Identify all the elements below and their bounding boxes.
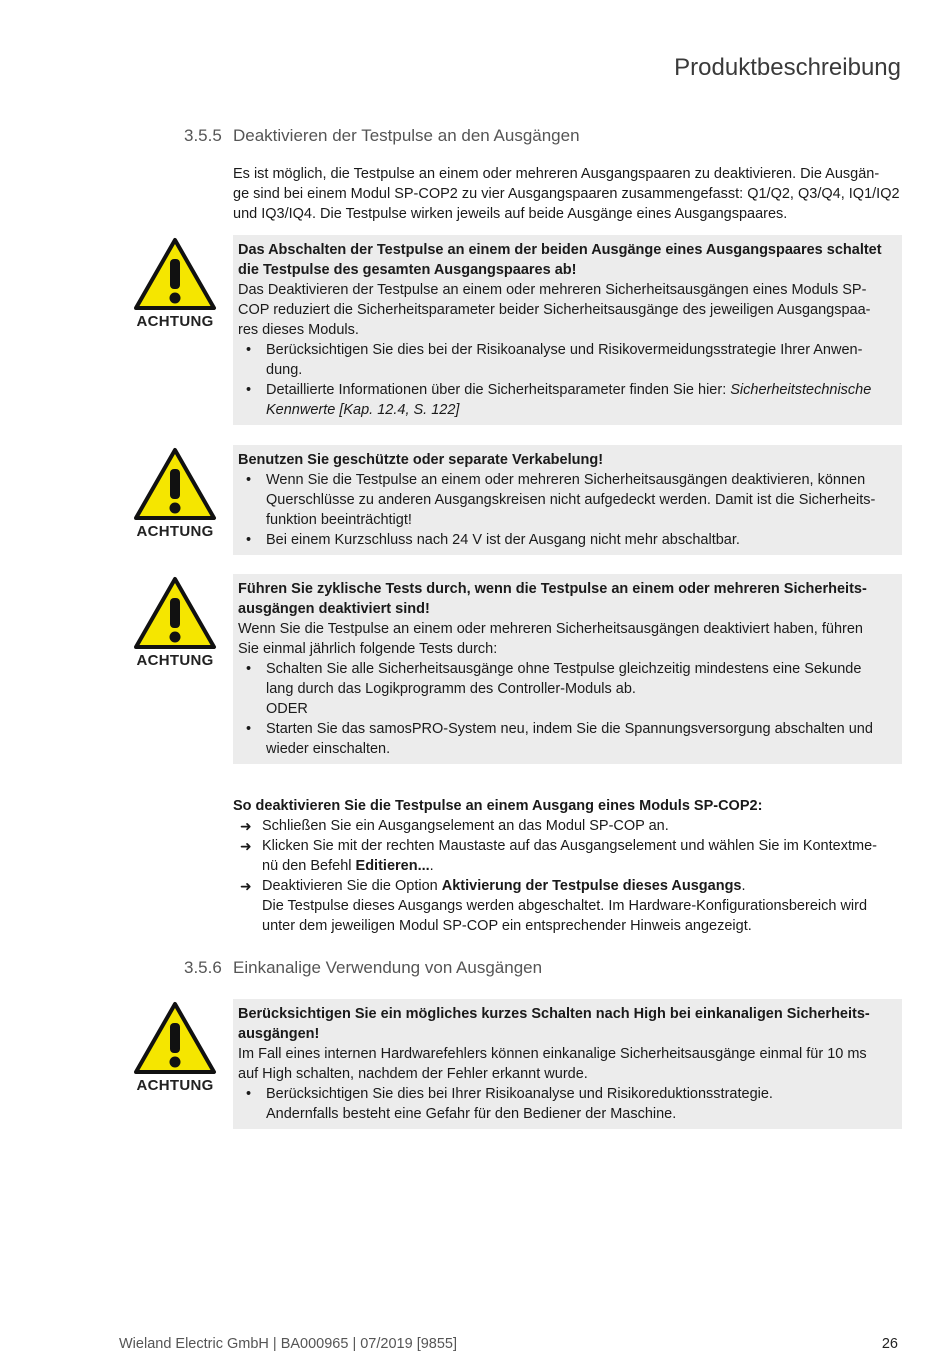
text-line: Führen Sie zyklische Tests durch, wenn die Testpulse an einem oder mehreren Sicherheits- <box>238 581 867 597</box>
procedure-block <box>233 796 903 936</box>
list-item <box>238 719 897 759</box>
cross-reference-link[interactable]: Sicherheitstechnische <box>730 382 872 398</box>
warning-icon-block <box>130 576 220 669</box>
text-line: ausgängen deaktiviert sind! <box>238 601 430 617</box>
section-number: 3.5.5 <box>184 126 222 145</box>
text-line: und IQ3/IQ4. Die Testpulse wirken jeweils auf beide Ausgänge eines Ausgangspaares. <box>233 206 788 222</box>
text-line: Schließen Sie ein Ausgangselement an das Modul SP-COP an. <box>262 818 669 834</box>
text-line: lang durch das Logikprogramm des Controller-Moduls ab. <box>266 681 636 697</box>
text-line: Das Abschalten der Testpulse an einem der beiden Ausgänge eines Ausgangspaares schaltet <box>238 242 882 258</box>
step-item <box>233 836 903 876</box>
cross-reference-link[interactable]: Kennwerte [Kap. 12.4, S. 122] <box>266 402 460 418</box>
list-item <box>238 340 897 380</box>
notice-box <box>233 574 902 764</box>
section-title: Einkanalige Verwendung von Ausgängen <box>233 958 543 977</box>
bullet-list <box>238 1084 897 1124</box>
text-line: Berücksichtigen Sie ein mögliches kurzes Schalten nach High bei einkanaligen Sicherheits- <box>238 1006 870 1022</box>
text-line: Klicken Sie mit der rechten Maustaste auf das Ausgangselement und wählen Sie im Kontextme- <box>262 838 877 854</box>
text-line: • Wenn Sie die Testpulse an einem oder mehreren Sicherheitsausgängen deaktivieren, können <box>266 472 866 488</box>
intro-paragraph <box>233 164 903 224</box>
list-item <box>238 470 897 530</box>
text-line: wieder einschalten. <box>266 741 391 757</box>
text-line: • Berücksichtigen Sie dies bei Ihrer Risikoanalyse und Risikoreduktionsstrategie. <box>266 1086 773 1102</box>
section-title: Deaktivieren der Testpulse an den Ausgängen <box>233 126 580 145</box>
text-line: • Starten Sie das samosPRO-System neu, indem Sie die Spannungsversorgung abschalten und <box>266 721 873 737</box>
text-line: ge sind bei einem Modul SP-COP2 zu vier Ausgangspaaren zusammengefasst: Q1/Q2, Q3/Q4, IQ1/IQ2 <box>233 186 900 202</box>
text-line: • Schalten Sie alle Sicherheitsausgänge ohne Testpulse gleichzeitig mindestens eine Sekunde <box>266 661 862 677</box>
menu-command-label: Editieren... <box>355 858 430 874</box>
page-number: 26 <box>881 1336 898 1352</box>
text-line: Querschlüsse zu anderen Ausgangskreisen nicht aufgedeckt werden. Damit ist die Sicherheits- <box>266 492 876 508</box>
warning-triangle-icon <box>133 447 217 521</box>
text-line: . <box>741 878 746 894</box>
notice-label: ACHTUNG <box>136 1077 214 1094</box>
warning-triangle-icon <box>133 237 217 311</box>
bullet-list <box>238 659 897 759</box>
text-line: Andernfalls besteht eine Gefahr für den Bediener der Maschine. <box>266 1106 677 1122</box>
text-line: ODER <box>266 701 308 717</box>
step-list <box>233 816 903 936</box>
text-line: Es ist möglich, die Testpulse an einem oder mehreren Ausgangspaaren zu deaktivieren. Die Ausgän- <box>233 166 880 182</box>
section-number: 3.5.6 <box>184 958 222 977</box>
notice-box <box>233 445 902 555</box>
notice-box <box>233 999 902 1129</box>
text-line: . <box>429 858 434 874</box>
bullet-list <box>238 470 897 550</box>
notice-label: ACHTUNG <box>136 652 214 669</box>
section-heading-3-5-5 <box>184 126 580 146</box>
warning-triangle-icon <box>133 1001 217 1075</box>
notice-heading: Benutzen Sie geschützte oder separate Verkabelung! <box>238 452 604 468</box>
list-item <box>238 1084 897 1124</box>
notice-label: ACHTUNG <box>136 313 214 330</box>
text-line: Die Testpulse dieses Ausgangs werden abgeschaltet. Im Hardware-Konfigurationsbereich wird <box>262 898 868 914</box>
text-line: COP reduziert die Sicherheitsparameter beider Sicherheitsausgänge des jeweiligen Ausgangspaa- <box>238 302 871 318</box>
warning-icon-block <box>130 1001 220 1094</box>
warning-icon-block <box>130 237 220 330</box>
notice-text <box>238 1044 897 1084</box>
text-line: Detaillierte Informationen über die Sicherheitsparameter finden Sie hier: <box>266 382 731 398</box>
list-item <box>238 659 897 719</box>
warning-icon-block <box>130 447 220 540</box>
notice-label: ACHTUNG <box>136 523 214 540</box>
text-line: Sie einmal jährlich folgende Tests durch: <box>238 641 498 657</box>
list-item <box>238 530 897 550</box>
text-line: ausgängen! <box>238 1026 320 1042</box>
notice-heading <box>238 1004 897 1044</box>
text-line: unter dem jeweiligen Modul SP-COP ein entsprechender Hinweis angezeigt. <box>262 918 752 934</box>
text-line: res dieses Moduls. <box>238 322 359 338</box>
text-line: auf High schalten, nachdem der Fehler erkannt wurde. <box>238 1066 588 1082</box>
text-line: funktion beeinträchtigt! <box>266 512 412 528</box>
arrow-right-icon: ➜ <box>240 838 252 854</box>
notice-heading <box>238 240 897 280</box>
text-line: Wenn Sie die Testpulse an einem oder mehreren Sicherheitsausgängen deaktiviert haben, führen <box>238 621 863 637</box>
list-item <box>238 380 897 420</box>
arrow-right-icon: ➜ <box>240 878 252 894</box>
notice-heading <box>238 579 897 619</box>
footer-imprint: Wieland Electric GmbH | BA000965 | 07/2019 [9855] <box>119 1336 458 1352</box>
step-item <box>233 816 903 836</box>
text-line: nü den Befehl <box>262 858 356 874</box>
arrow-right-icon: ➜ <box>240 818 252 834</box>
text-line: Das Deaktivieren der Testpulse an einem oder mehreren Sicherheitsausgängen eines Moduls SP- <box>238 282 867 298</box>
option-label: Aktivierung der Testpulse dieses Ausgangs <box>441 878 742 894</box>
text-line: dung. <box>266 362 303 378</box>
page-header-title: Produktbeschreibung <box>674 54 901 81</box>
text-line: die Testpulse des gesamten Ausgangspaares ab! <box>238 262 577 278</box>
text-line: • Berücksichtigen Sie dies bei der Risikoanalyse und Risikovermeidungsstrategie Ihrer Anwen- <box>266 342 863 358</box>
notice-box <box>233 235 902 425</box>
notice-text <box>238 619 897 659</box>
section-heading-3-5-6 <box>184 958 542 978</box>
warning-triangle-icon <box>133 576 217 650</box>
text-line: Deaktivieren Sie die Option <box>262 878 442 894</box>
step-item <box>233 876 903 936</box>
text-line: Im Fall eines internen Hardwarefehlers können einkanalige Sicherheitsausgänge einmal für 10 ms <box>238 1046 867 1062</box>
bullet-list <box>238 340 897 420</box>
notice-text <box>238 280 897 340</box>
procedure-heading: So deaktivieren Sie die Testpulse an einem Ausgang eines Moduls SP-COP2: <box>233 798 763 814</box>
text-line: • Bei einem Kurzschluss nach 24 V ist der Ausgang nicht mehr abschaltbar. <box>266 532 740 548</box>
